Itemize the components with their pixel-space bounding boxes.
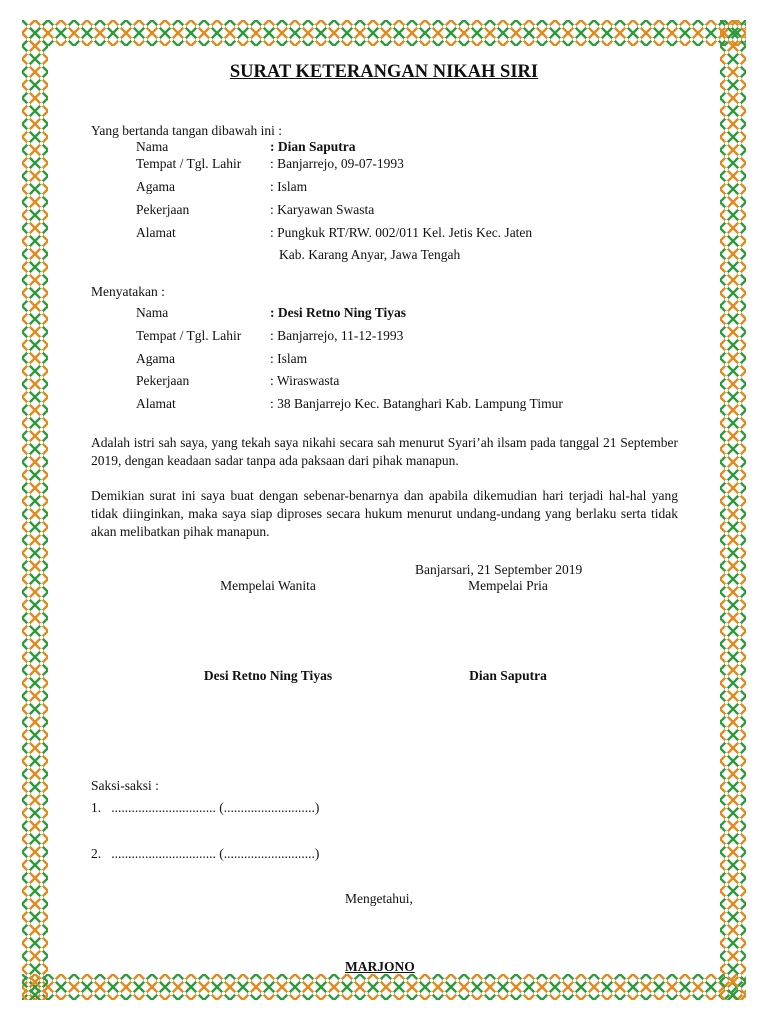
groom-agama-value: : Islam — [270, 179, 308, 194]
groom-alamat-label: Alamat — [136, 225, 176, 240]
groom-ttl-value: : Banjarrejo, 09-07-1993 — [270, 156, 404, 171]
decorative-border-top — [22, 20, 746, 46]
intro-text: Yang bertanda tangan dibawah ini : — [91, 123, 282, 138]
groom-pekerjaan-label: Pekerjaan — [136, 202, 190, 217]
bride-pekerjaan-value: : Wiraswasta — [270, 373, 340, 388]
bride-nama-label: Nama — [136, 305, 169, 320]
bride-pekerjaan-label: Pekerjaan — [136, 373, 190, 388]
decorative-border-bottom — [22, 974, 746, 1000]
witness-line-1: 1. ............................... (...........................) — [91, 800, 320, 815]
bride-alamat-label: Alamat — [136, 396, 176, 411]
bride-role-label: Mempelai Wanita — [220, 578, 316, 593]
border-pattern-bottom — [22, 974, 746, 1000]
mengetahui-text: Mengetahui, — [345, 891, 413, 906]
groom-nama-label: Nama — [136, 139, 169, 154]
menyatakan-text: Menyatakan : — [91, 284, 165, 299]
bride-signature-name: Desi Retno Ning Tiyas — [203, 668, 333, 683]
groom-pekerjaan-value: : Karyawan Swasta — [270, 202, 375, 217]
groom-nama-value: : Dian Saputra — [270, 139, 356, 154]
groom-alamat-value: : Pungkuk RT/RW. 002/011 Kel. Jetis Kec. Jaten — [270, 225, 533, 240]
document-title: SURAT KETERANGAN NIKAH SIRI — [229, 62, 539, 82]
border-pattern-right — [720, 20, 746, 1000]
decorative-border-right — [720, 20, 746, 1000]
bride-ttl-label: Tempat / Tgl. Lahir — [136, 328, 242, 343]
bride-alamat-value: : 38 Banjarrejo Kec. Batanghari Kab. Lampung Timur — [270, 396, 563, 411]
groom-role-label: Mempelai Pria — [468, 578, 548, 593]
border-pattern-top — [22, 20, 746, 46]
place-date: Banjarsari, 21 September 2019 — [415, 562, 583, 577]
decorative-border-left — [22, 20, 48, 1000]
official-name: MARJONO — [345, 959, 415, 974]
bride-agama-label: Agama — [136, 351, 175, 366]
witness-label: Saksi-saksi : — [91, 778, 159, 793]
groom-agama-label: Agama — [136, 179, 175, 194]
bride-nama-value: : Desi Retno Ning Tiyas — [270, 305, 407, 320]
groom-alamat-value-line2: Kab. Karang Anyar, Jawa Tengah — [279, 247, 461, 262]
groom-ttl-label: Tempat / Tgl. Lahir — [136, 156, 242, 171]
bride-agama-value: : Islam — [270, 351, 308, 366]
closing-paragraph: Demikian surat ini saya buat dengan sebenar-benarnya dan apabila dikemudian hari terjadi hal-hal yang tidak diinginkan, maka saya siap diproses secara hukum menurut undang-undang yang berlaku serta tidak akan melibatkan pihak manapun. — [91, 488, 678, 539]
statement-paragraph: Adalah istri sah saya, yang tekah saya nikahi secara sah menurut Syari’ah ilsam pada tanggal 21 September 2019, dengan keadaan sadar tanpa ada paksaan dari pihak manapun. — [91, 435, 678, 468]
border-pattern-left — [22, 20, 48, 1000]
witness-line-2: 2. ............................... (...........................) — [91, 846, 320, 861]
groom-signature-name: Dian Saputra — [469, 668, 547, 683]
bride-ttl-value: : Banjarrejo, 11-12-1993 — [270, 328, 404, 343]
